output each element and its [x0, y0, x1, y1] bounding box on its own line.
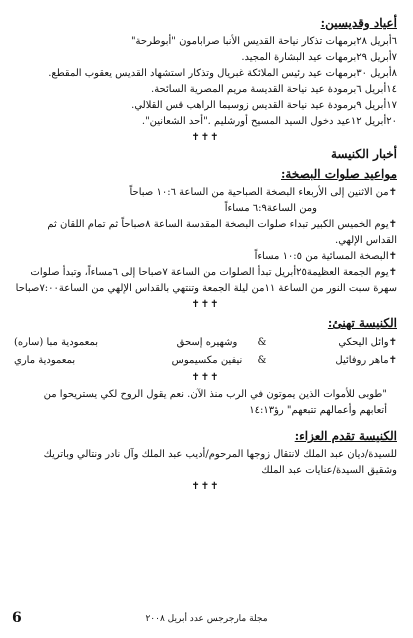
cross-divider: ✝✝✝ [191, 132, 220, 143]
bride-name: نيفين مكسيموس [171, 355, 243, 366]
groom-name: ✝ماهر روفائيل [335, 355, 397, 366]
feasts-list [14, 34, 397, 130]
condolences-heading: الكنيسة تقدم العزاء: [294, 429, 397, 443]
cross-divider: ✝✝✝ [191, 372, 220, 383]
bride-name: وشهيره إسحق [176, 337, 238, 348]
schedule-heading: مواعيد صلوات البصخة: [280, 167, 397, 181]
schedule-item: ✝البصخة المسائية من ١٠:٥ مساءاً [254, 251, 397, 262]
feast-item: ٦أبريل ٢٨برمهات تذكار نياحة القديس الأنبا صرابامون "أبوطرحة" [130, 36, 397, 47]
schedule-item: ✝من الاثنين إلى الأربعاء البصخة الصباحية من الساعة ١٠:٦ صباحاً [129, 187, 397, 198]
feasts-heading: أعياد وقديسين: [320, 16, 397, 30]
feast-item: ١٧أبريل ٩برمودة عيد نياحة القديس زوسيما الراهب قس القلالي. [131, 100, 397, 111]
congrats-row [14, 334, 397, 352]
condolences-text: للسيدة/ديان عبد الملك لانتقال زوجها المرحوم/أديب عبد الملك وآل نادر ونتالي وباتريك وشقيق السيدة/عنايات عبد الملك [43, 449, 397, 476]
feast-item: ٧أبريل ٢٩برمهات عيد البشارة المجيد. [241, 52, 397, 63]
page-number: 6 [12, 610, 22, 626]
congrats-table [14, 334, 397, 370]
page-footer [0, 608, 413, 628]
footer-text: مجلة مارجرجس عدد أبريل ٢٠٠٨ [145, 614, 268, 624]
congrats-row [14, 352, 397, 370]
schedule-item: ومن الساعة٦:٩ مساءاً [224, 203, 317, 214]
schedule-item: ✝يوم الخميس الكبير تبداء صلوات البصخة المقدسة الساعة ٨صباحاً ثم تمام اللقان ثم القداس الإلهي. [47, 219, 397, 246]
scripture-quote: "طوبى للأموات الذين يموتون في الرب منذ الآن. نعم يقول الروح لكي يستريحوا من أتعابهم وأعمالهم تتبعهم" رؤ١٤:١٣ [43, 389, 387, 416]
ampersand: & [257, 355, 267, 366]
groom-name: ✝وائل اليحكي [338, 337, 397, 348]
feast-item: ٢٠أبريل ١٢عيد دخول السيد المسيح أورشليم ."أحد الشعانين". [141, 116, 397, 127]
feast-item: ٨أبريل ٣٠برمهات عيد رئيس الملائكة غبريال وتذكار استشهاد القديس يعقوب المقطع. [48, 68, 397, 79]
schedule-list [14, 185, 397, 297]
baptism-note: بمعمودية مبا (ساره) [14, 337, 99, 348]
baptism-note: بمعمودية ماري [14, 355, 76, 366]
ampersand: & [257, 337, 267, 348]
cross-divider: ✝✝✝ [191, 481, 220, 492]
congrats-heading: الكنيسة تهنئ: [327, 316, 397, 330]
feast-item: ١٤أبريل ٦برمودة عيد نياحة القديسة مريم المصرية السائحة. [151, 84, 397, 95]
news-heading: أخبار الكنيسة [331, 147, 397, 161]
schedule-item: ✝يوم الجمعة العظيمة٢٥أبريل تبدأ الصلوات من الساعة ٧صباحا إلى ٦مساءاً، وتبدأ صلوات سهرة سبت النور من الساعة ١١من ليلة الجمعة وتنتهي بالقداس الإلهي من الساعة٧:٠٠صباحا [15, 267, 397, 294]
cross-divider: ✝✝✝ [191, 299, 220, 310]
